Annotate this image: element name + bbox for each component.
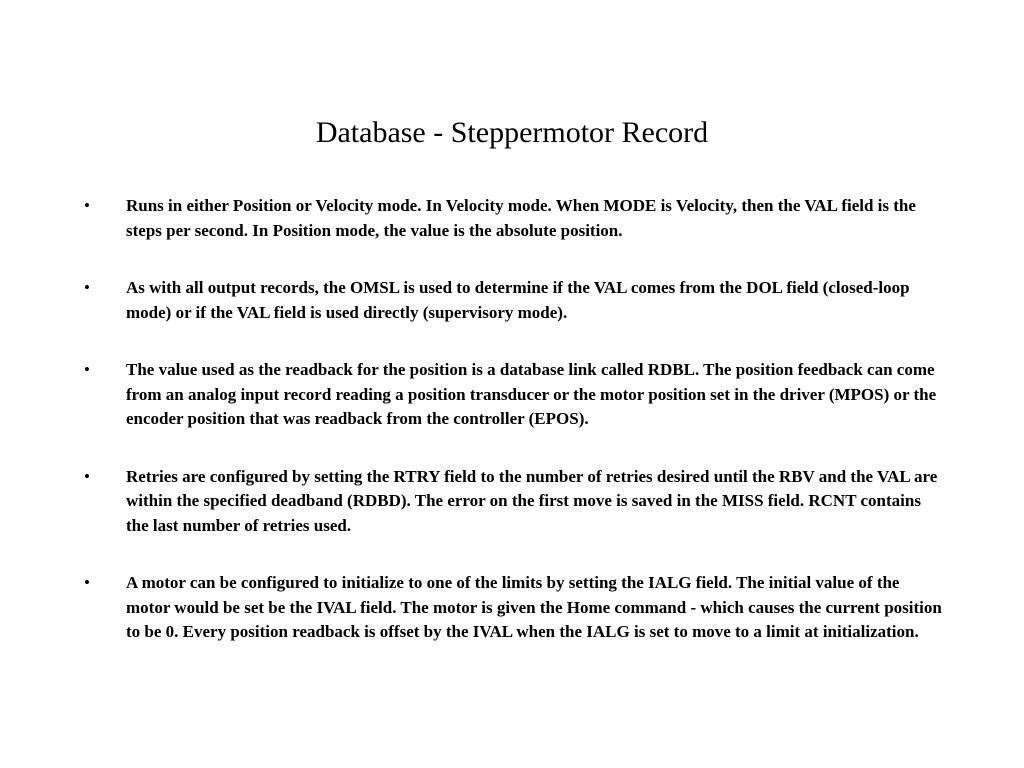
bullet-text: Retries are configured by setting the RTRY field to the number of retries desired until the RBV and the VAL are within the specified deadband (RDBD). The error on the first move is saved in the MISS field. RCNT contains the last number of retries used.: [126, 466, 938, 535]
bullet-list: [84, 194, 944, 678]
bullet-item: [84, 358, 944, 432]
bullet-dot-icon: •: [84, 278, 90, 297]
bullet-text: Runs in either Position or Velocity mode. In Velocity mode. When MODE is Velocity, then the VAL field is the steps per second. In Position mode, the value is the absolute position.: [126, 196, 916, 240]
slide-title: Database - Steppermotor Record: [315, 116, 709, 149]
bullet-text: A motor can be configured to initialize to one of the limits by setting the IALG field. The initial value of the motor would be set be the IVAL field. The motor is given the Home command - which causes the current position to be 0. Every position readback is offset by the IVAL when the IALG is set to move to a limit at initialization.: [126, 573, 942, 641]
bullet-dot-icon: •: [84, 466, 90, 486]
bullet-dot-icon: •: [84, 573, 90, 592]
bullet-text: The value used as the readback for the position is a database link called RDBL. The position feedback can come from an analog input record reading a position transducer or the motor position set in the driver (MPOS) or the encoder position that was readback from the controller (EPOS).: [126, 360, 937, 428]
bullet-item: [84, 194, 944, 243]
bullet-item: [84, 465, 944, 539]
bullet-dot-icon: •: [84, 360, 90, 379]
bullet-item: [84, 276, 944, 325]
bullet-dot-icon: •: [84, 196, 90, 215]
bullet-text: As with all output records, the OMSL is used to determine if the VAL comes from the DOL field (closed-loop mode) or if the VAL field is used directly (supervisory mode).: [126, 278, 910, 322]
bullet-item: [84, 571, 944, 645]
